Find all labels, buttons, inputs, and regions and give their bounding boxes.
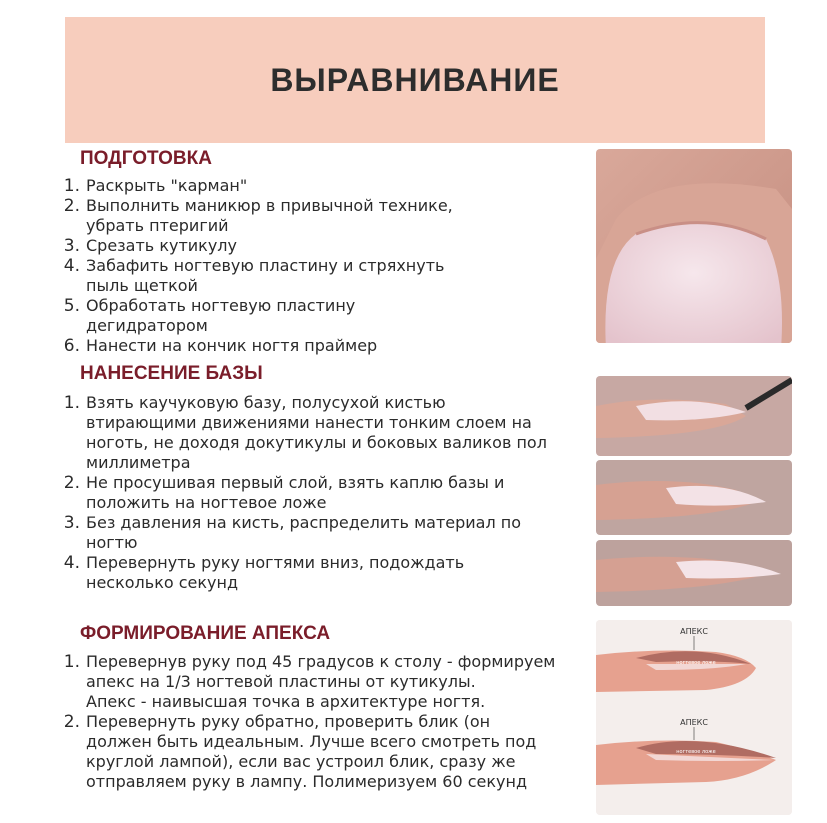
apex-diagram-image — [596, 620, 792, 815]
list-item: 6. Нанести на кончик ногтя праймер — [63, 336, 378, 356]
apex-diagram — [596, 620, 792, 815]
list-item: 1. Взять каучуковую базу, полусухой кистью втирающими движениями нанести тонким слоем на ноготь, не доходя докутикулы и боковых валиков пол миллиметра — [63, 393, 547, 472]
section-title-base: НАНЕСЕНИЕ БАЗЫ — [80, 363, 263, 384]
title-banner — [65, 17, 765, 143]
section-title-apex: ФОРМИРОВАНИЕ АПЕКСА — [80, 623, 331, 644]
nail-closeup-image — [596, 149, 792, 343]
list-item: 3. Срезать кутикулу — [63, 236, 237, 256]
base-drop-photo — [596, 460, 792, 535]
list-item: 4. Забафить ногтевую пластину и стряхнуть пыль щеткой — [63, 256, 445, 295]
base-steps — [0, 393, 555, 593]
apex-label-top: АПЕКС — [680, 627, 708, 636]
base-drop-image — [596, 460, 792, 535]
list-item: 5. Обработать ногтевую пластину дегидратором — [63, 296, 356, 335]
list-item: 4. Перевернуть руку ногтями вниз, подождать несколько секунд — [63, 553, 465, 592]
nail-bed-label-top: ногтевое ложе — [676, 660, 716, 666]
base-brush-image — [596, 376, 792, 456]
nail-closeup-photo — [596, 149, 792, 343]
nail-bed-label-bottom: ногтевое ложе — [676, 749, 716, 755]
list-item: 2. Перевернуть руку обратно, проверить блик (он должен быть идеальным. Лучше всего смотреть под круглой лампой), если вас устроил блик, сразу же отправляем руку в лампу. Полимеризуем 60 секунд — [63, 712, 537, 791]
list-item: 1. Раскрыть "карман" — [63, 176, 248, 196]
base-spread-photo — [596, 540, 792, 606]
preparation-steps — [0, 176, 470, 356]
list-item: Апекс - наивысшая точка в архитектуре ногтя. — [86, 692, 486, 711]
page-title: ВЫРАВНИВАНИЕ — [270, 61, 560, 98]
apex-label-bottom: АПЕКС — [680, 718, 708, 727]
list-item: 2. Не просушивая первый слой, взять каплю базы и положить на ногтевое ложе — [63, 473, 505, 512]
section-title-preparation: ПОДГОТОВКА — [80, 148, 212, 169]
base-spread-image — [596, 540, 792, 606]
list-item: 3. Без давления на кисть, распределить материал по ногтю — [63, 513, 522, 552]
list-item: 1. Перевернув руку под 45 градусов к столу - формируем апекс на 1/3 ногтевой пластины от кутикулы. — [63, 652, 556, 691]
apex-steps — [0, 652, 560, 792]
base-brush-photo — [596, 376, 792, 456]
list-item: 2. Выполнить маникюр в привычной технике, убрать птеригий — [63, 196, 453, 235]
